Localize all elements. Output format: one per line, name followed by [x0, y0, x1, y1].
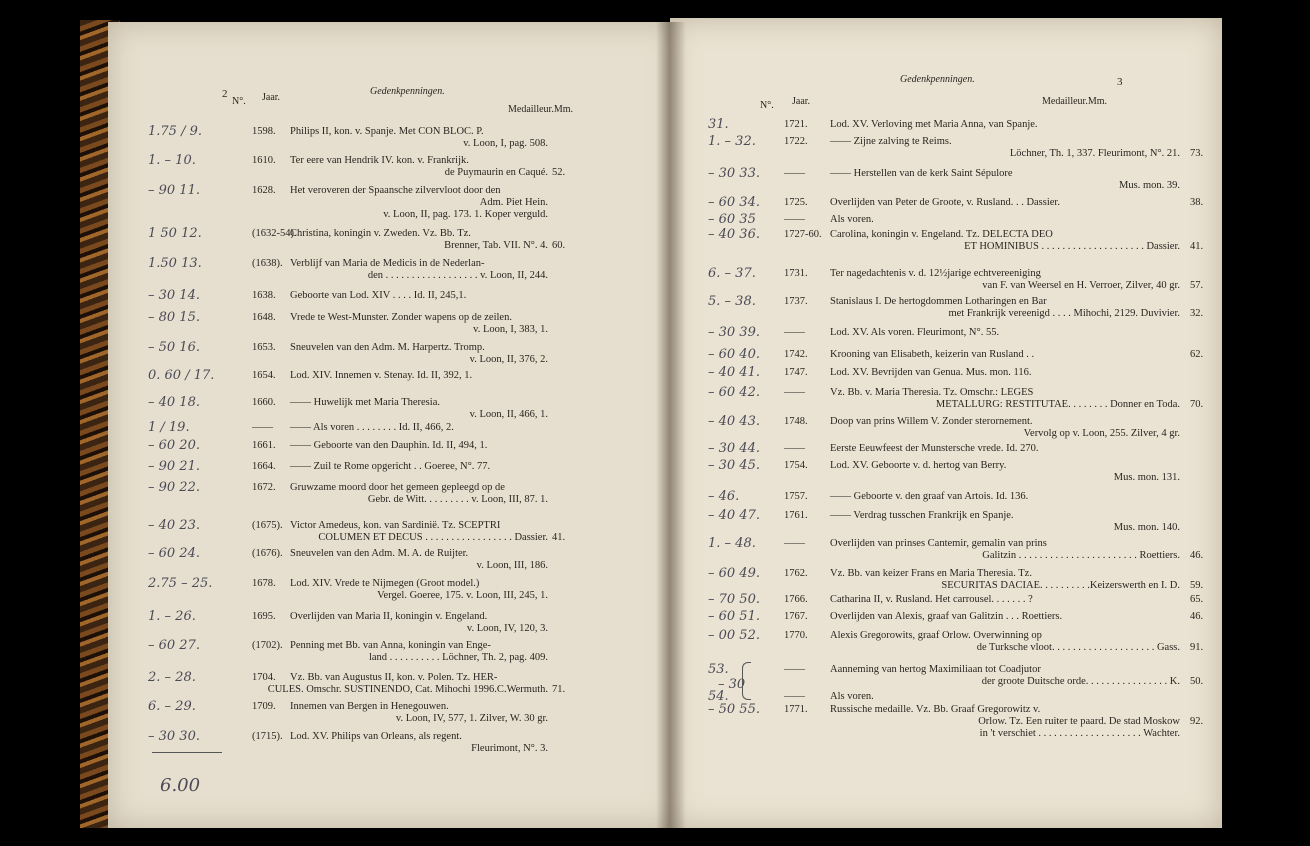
handwritten-price: – 50 16.	[148, 340, 200, 355]
entry-text: Vrede te West-Munster. Zonder wapens op de zeilen.	[290, 312, 512, 323]
entry-year: 1704.	[252, 672, 276, 683]
entry-year: 1771.	[784, 704, 808, 715]
entry-year: 1727-60.	[784, 229, 822, 240]
brace-mark	[742, 662, 751, 700]
entry-text-cont: Mus. mon. 39.	[1119, 180, 1180, 191]
entry-text: —— Geboorte van den Dauphin. Id. II, 494, 1.	[290, 440, 488, 451]
entry-text: Ter nagedachtenis v. d. 12½jarige echtvereeniging	[830, 268, 1041, 279]
entry-text: Vz. Bb. van Augustus II, kon. v. Polen. Tz. HER-	[290, 672, 498, 683]
entry-year: (1638).	[252, 258, 283, 269]
entry-text: Lod. XV. Philips van Orleans, als regent.	[290, 731, 462, 742]
entry-year: 1742.	[784, 349, 808, 360]
entry-mm: 52.	[552, 167, 566, 178]
entry-year: 1654.	[252, 370, 276, 381]
entry-text-cont: Löchner, Th. 1, 337. Fleurimont, N°. 21.	[1009, 148, 1180, 159]
entry-text: —— Verdrag tusschen Frankrijk en Spanje.	[830, 510, 1014, 521]
entry-mm: 92.	[1190, 716, 1204, 727]
entry-mm: 60.	[552, 240, 566, 251]
handwritten-price: – 00 52.	[708, 628, 760, 643]
entry-text-cont: Mus. mon. 140.	[1113, 522, 1180, 533]
entry-text-cont: den . . . . . . . . . . . . . . . . . . v. Loon, II, 244.	[367, 270, 548, 281]
entry-text: Victor Amedeus, kon. van Sardinië. Tz. SCEPTRI	[290, 520, 501, 531]
entry-year: 1660.	[252, 397, 276, 408]
entry-year: 1598.	[252, 126, 276, 137]
entry-year: ——	[784, 691, 805, 702]
entry-text: —— Als voren . . . . . . . . Id. II, 466, 2.	[290, 422, 454, 433]
handwritten-price: 6. – 37.	[708, 266, 756, 281]
entry-text: —— Geboorte v. den graaf van Artois. Id. 136.	[830, 491, 1029, 502]
handwritten-price: – 30 44.	[708, 441, 760, 456]
handwritten-price: 1 / 19.	[148, 420, 190, 435]
entry-mm: 71.	[552, 684, 566, 695]
entry-year: (1676).	[252, 548, 283, 559]
entry-year: 1767.	[784, 611, 808, 622]
entry-text: Overlijden van Peter de Groote, v. Rusland. . . Dassier.	[830, 197, 1060, 208]
entry-year: 1709.	[252, 701, 276, 712]
entry-text: Als voren.	[830, 691, 874, 702]
entry-text: Alexis Gregorowits, graaf Orlow. Overwinning op	[830, 630, 1042, 641]
entry-text-cont: METALLURG: RESTITUTAE. . . . . . . . Donner en Toda.	[935, 399, 1180, 410]
handwritten-price: – 40 36.	[708, 227, 760, 242]
entry-text: Lod. XIV. Innemen v. Stenay. Id. II, 392, 1.	[290, 370, 473, 381]
entry-year: 1653.	[252, 342, 276, 353]
entry-text: Ter eere van Hendrik IV. kon. v. Frankrijk.	[290, 155, 469, 166]
entry-text-cont: v. Loon, IV, 577, 1. Zilver, W. 30 gr.	[395, 713, 548, 724]
handwritten-price: 1.50 13.	[148, 256, 202, 271]
entry-text-cont: Gebr. de Witt. . . . . . . . . v. Loon, III, 87. 1.	[367, 494, 548, 505]
entry-text-cont: CULES. Omschr. SUSTINENDO, Cat. Mihochi 1996.C.Wermuth.	[267, 684, 548, 695]
entry-text: —— Zijne zalving te Reims.	[830, 136, 952, 147]
entry-text-cont: v. Loon, II, pag. 173. 1. Koper verguld.	[383, 209, 548, 220]
entry-year: (1702).	[252, 640, 283, 651]
entry-year: 1761.	[784, 510, 808, 521]
entry-mm: 62.	[1190, 349, 1204, 360]
entry-year: 1648.	[252, 312, 276, 323]
entry-year: 1661.	[252, 440, 276, 451]
handwritten-price: – 60 51.	[708, 609, 760, 624]
handwritten-price: – 30 14.	[148, 288, 200, 303]
handwritten-price: 1.75 / 9.	[148, 124, 202, 139]
handwritten-price: – 40 18.	[148, 395, 200, 410]
handwritten-bracket-price: – 30	[718, 677, 746, 692]
entry-text-cont: Fleurimont, N°. 3.	[471, 743, 548, 754]
entry-text: Gruwzame moord door het gemeen gepleegd op de	[290, 482, 505, 493]
handwritten-price: – 30 39.	[708, 325, 760, 340]
handwritten-price: 1. – 48.	[708, 536, 756, 551]
handwritten-price: – 30 33.	[708, 166, 760, 181]
entry-year: 1770.	[784, 630, 808, 641]
handwritten-price: 2. – 28.	[148, 670, 196, 685]
entry-mm: 50.	[1190, 676, 1204, 687]
column-header-no: N°.	[232, 96, 246, 107]
handwritten-price: 53.	[708, 662, 729, 677]
entry-text: Krooning van Elisabeth, keizerin van Rusland . .	[830, 349, 1035, 360]
running-header: Gedenkpenningen.	[370, 86, 445, 97]
entry-mm: 46.	[1190, 611, 1204, 622]
entry-text: Penning met Bb. van Anna, koningin van Enge-	[290, 640, 491, 651]
entry-year: ——	[784, 327, 805, 338]
handwritten-price: – 46.	[708, 489, 740, 504]
entry-text: Eerste Eeuwfeest der Munstersche vrede. Id. 270.	[830, 443, 1039, 454]
entry-mm: 32.	[1190, 308, 1204, 319]
entry-mm: 41.	[1190, 241, 1204, 252]
running-header: Gedenkpenningen.	[900, 74, 975, 85]
entry-year: ——	[784, 387, 805, 398]
handwritten-price: 1. – 32.	[708, 134, 756, 149]
entry-year: 1638.	[252, 290, 276, 301]
entry-year: 1748.	[784, 416, 808, 427]
entry-text-cont: v. Loon, IV, 120, 3.	[466, 623, 548, 634]
entry-text: Stanislaus I. De hertogdommen Lotharingen en Bar	[830, 296, 1047, 307]
entry-year: ——	[784, 664, 805, 675]
handwritten-price: – 40 47.	[708, 508, 760, 523]
entry-text-cont: Mus. mon. 131.	[1113, 472, 1180, 483]
entry-text: Innemen van Bergen in Henegouwen.	[290, 701, 449, 712]
handwritten-price: – 90 21.	[148, 459, 200, 474]
entry-text-cont: in 't verschiet . . . . . . . . . . . . . . . . . . . . Wachter.	[979, 728, 1180, 739]
handwritten-price: – 50 55.	[708, 702, 760, 717]
entry-text: Vz. Bb. van keizer Frans en Maria Theresia. Tz.	[830, 568, 1032, 579]
handwritten-price: – 60 40.	[708, 347, 760, 362]
entry-text-cont: SECURITAS DACIAE. . . . . . . . . .Keizerswerth en I. D.	[941, 580, 1180, 591]
handwritten-price: 2.75 – 25.	[148, 576, 213, 591]
entry-year: 1766.	[784, 594, 808, 605]
entry-mm: 65.	[1190, 594, 1204, 605]
entry-text: Vz. Bb. v. Maria Theresia. Tz. Omschr.: LEGES	[830, 387, 1034, 398]
handwritten-price: – 40 43.	[708, 414, 760, 429]
handwritten-price: – 40 23.	[148, 518, 200, 533]
entry-text: Lod. XV. Bevrijden van Genua. Mus. mon. 116.	[830, 367, 1032, 378]
entry-text-cont: v. Loon, II, 466, 1.	[469, 409, 548, 420]
column-header-no: N°.	[760, 100, 774, 111]
entry-year: 1725.	[784, 197, 808, 208]
entry-text-cont: der groote Duitsche orde. . . . . . . . . . . . . . . . K.	[981, 676, 1180, 687]
handwritten-price: – 30 30.	[148, 729, 200, 744]
entry-text-cont: Adm. Piet Hein.	[479, 197, 548, 208]
entry-year: 1747.	[784, 367, 808, 378]
handwritten-price: – 30 45.	[708, 458, 760, 473]
entry-text: Overlijden van Alexis, graaf van Galitzin . . . Roettiers.	[830, 611, 1063, 622]
entry-text-cont: land . . . . . . . . . . Löchner, Th. 2, pag. 409.	[368, 652, 548, 663]
page-number: 3	[1117, 76, 1123, 88]
entry-year: 1737.	[784, 296, 808, 307]
entry-text-cont: met Frankrijk vereenigd . . . . Mihochi, 2129. Duvivier.	[948, 308, 1180, 319]
entry-mm: 91.	[1190, 642, 1204, 653]
entry-mm: 70.	[1190, 399, 1204, 410]
entry-year: (1715).	[252, 731, 283, 742]
handwritten-price: – 90 11.	[148, 183, 200, 198]
entry-text-cont: Galitzin . . . . . . . . . . . . . . . . . . . . . . . Roettiers.	[982, 550, 1180, 561]
column-header-year: Jaar.	[262, 92, 281, 103]
entry-text: Het veroveren der Spaansche zilvervloot door den	[290, 185, 501, 196]
entry-year: 1722.	[784, 136, 808, 147]
entry-text: Lod. XV. Verloving met Maria Anna, van Spanje.	[830, 119, 1038, 130]
entry-text-cont: COLUMEN ET DECUS . . . . . . . . . . . . . . . . . Dassier.	[318, 532, 548, 543]
handwritten-price: 0. 60 / 17.	[148, 368, 215, 383]
handwritten-price: – 60 20.	[148, 438, 200, 453]
entry-text: Geboorte van Lod. XIV . . . . Id. II, 245,1.	[290, 290, 467, 301]
column-header-year: Jaar.	[792, 96, 811, 107]
entry-year: 1678.	[252, 578, 276, 589]
entry-year: 1721.	[784, 119, 808, 130]
entry-text-cont: de Turksche vloot. . . . . . . . . . . . . . . . . . . . Gass.	[976, 642, 1180, 653]
entry-year: (1632-54).	[252, 228, 297, 239]
entry-year: ——	[784, 168, 805, 179]
entry-text-cont: v. Loon, I, 383, 1.	[473, 324, 548, 335]
entry-year: ——	[784, 538, 805, 549]
handwritten-total: 6.00	[160, 775, 201, 796]
handwritten-price: – 60 49.	[708, 566, 760, 581]
entry-text-cont: v. Loon, III, 186.	[476, 560, 548, 571]
entry-mm: 57.	[1190, 280, 1204, 291]
handwritten-price: 1. – 26.	[148, 609, 196, 624]
footer-rule	[152, 752, 222, 753]
entry-year: 1762.	[784, 568, 808, 579]
entry-text: Sneuvelen van den Adm. M. Harpertz. Tromp.	[290, 342, 485, 353]
entry-mm: 59.	[1190, 580, 1204, 591]
entry-text: Catharina II, v. Rusland. Het carrousel. . . . . . . ?	[830, 594, 1033, 605]
entry-year: 1754.	[784, 460, 808, 471]
page-number: 2	[222, 88, 228, 100]
handwritten-price: – 60 27.	[148, 638, 200, 653]
entry-year: 1664.	[252, 461, 276, 472]
entry-text-cont: de Puymaurin en Caqué.	[444, 167, 548, 178]
handwritten-price: 31.	[708, 117, 729, 132]
column-header-medailleur: Medailleur.Mm.	[1042, 96, 1107, 107]
column-header-medailleur: Medailleur.Mm.	[508, 104, 573, 115]
entry-year: ——	[252, 422, 273, 433]
entry-year: ——	[784, 443, 805, 454]
entry-text: Russische medaille. Vz. Bb. Graaf Gregorowitz v.	[830, 704, 1041, 715]
entry-text: Als voren.	[830, 214, 874, 225]
entry-text: —— Herstellen van de kerk Saint Sépulore	[830, 168, 1013, 179]
entry-text-cont: Orlow. Tz. Een ruiter te paard. De stad Moskow	[978, 716, 1180, 727]
entry-year: 1757.	[784, 491, 808, 502]
handwritten-price: – 80 15.	[148, 310, 200, 325]
entry-text: Lod. XV. Geboorte v. d. hertog van Berry.	[830, 460, 1007, 471]
handwritten-price: 1. – 10.	[148, 153, 196, 168]
entry-year: (1675).	[252, 520, 283, 531]
entry-text-cont: v. Loon, I, pag. 508.	[463, 138, 548, 149]
handwritten-price: 54.	[708, 689, 729, 704]
handwritten-price: – 40 41.	[708, 365, 760, 380]
entry-text: Christina, koningin v. Zweden. Vz. Bb. Tz.	[290, 228, 471, 239]
entry-text-cont: ET HOMINIBUS . . . . . . . . . . . . . . . . . . . . Dassier.	[964, 241, 1180, 252]
handwritten-price: 1 50 12.	[148, 226, 202, 241]
entry-mm: 73.	[1190, 148, 1204, 159]
entry-text: Aanneming van hertog Maximiliaan tot Coadjutor	[830, 664, 1041, 675]
entry-year: 1695.	[252, 611, 276, 622]
entry-text: Overlijden van Maria II, koningin v. Engeland.	[290, 611, 488, 622]
entry-text: Verblijf van Maria de Medicis in de Nederlan-	[290, 258, 485, 269]
entry-year: 1731.	[784, 268, 808, 279]
handwritten-price: – 60 35	[708, 212, 756, 227]
entry-text: Carolina, koningin v. Engeland. Tz. DELECTA DEO	[830, 229, 1053, 240]
entry-text: Overlijden van prinses Cantemir, gemalin van prins	[830, 538, 1047, 549]
entry-text: Philips II, kon. v. Spanje. Met CON BLOC. P.	[290, 126, 484, 137]
entry-mm: 41.	[552, 532, 566, 543]
entry-text: Lod. XIV. Vrede te Nijmegen (Groot model.)	[290, 578, 480, 589]
entry-year: ——	[784, 214, 805, 225]
handwritten-price: 6. – 29.	[148, 699, 196, 714]
entry-mm: 46.	[1190, 550, 1204, 561]
entry-text: Sneuvelen van den Adm. M. A. de Ruijter.	[290, 548, 469, 559]
entry-text: Doop van prins Willem V. Zonder sterornement.	[830, 416, 1033, 427]
entry-text-cont: Vergel. Goeree, 175. v. Loon, III, 245, 1.	[377, 590, 548, 601]
entry-year: 1628.	[252, 185, 276, 196]
handwritten-price: – 90 22.	[148, 480, 200, 495]
handwritten-price: – 60 24.	[148, 546, 200, 561]
entry-text-cont: Vervolg op v. Loon, 255. Zilver, 4 gr.	[1023, 428, 1180, 439]
entry-text: —— Zuil te Rome opgericht . . Goeree, N°. 77.	[290, 461, 491, 472]
entry-year: 1610.	[252, 155, 276, 166]
handwritten-price: – 60 42.	[708, 385, 760, 400]
handwritten-price: – 60 34.	[708, 195, 760, 210]
entry-mm: 38.	[1190, 197, 1204, 208]
book-gutter	[656, 22, 686, 828]
entry-text-cont: v. Loon, II, 376, 2.	[469, 354, 548, 365]
entry-year: 1672.	[252, 482, 276, 493]
handwritten-price: – 70 50.	[708, 592, 760, 607]
entry-text: Lod. XV. Als voren. Fleurimont, N°. 55.	[830, 327, 1000, 338]
entry-text-cont: Brenner, Tab. VII. N°. 4.	[444, 240, 548, 251]
entry-text: —— Huwelijk met Maria Theresia.	[290, 397, 440, 408]
handwritten-price: 5. – 38.	[708, 294, 756, 309]
entry-text-cont: van F. van Weersel en H. Verroer, Zilver, 40 gr.	[982, 280, 1180, 291]
